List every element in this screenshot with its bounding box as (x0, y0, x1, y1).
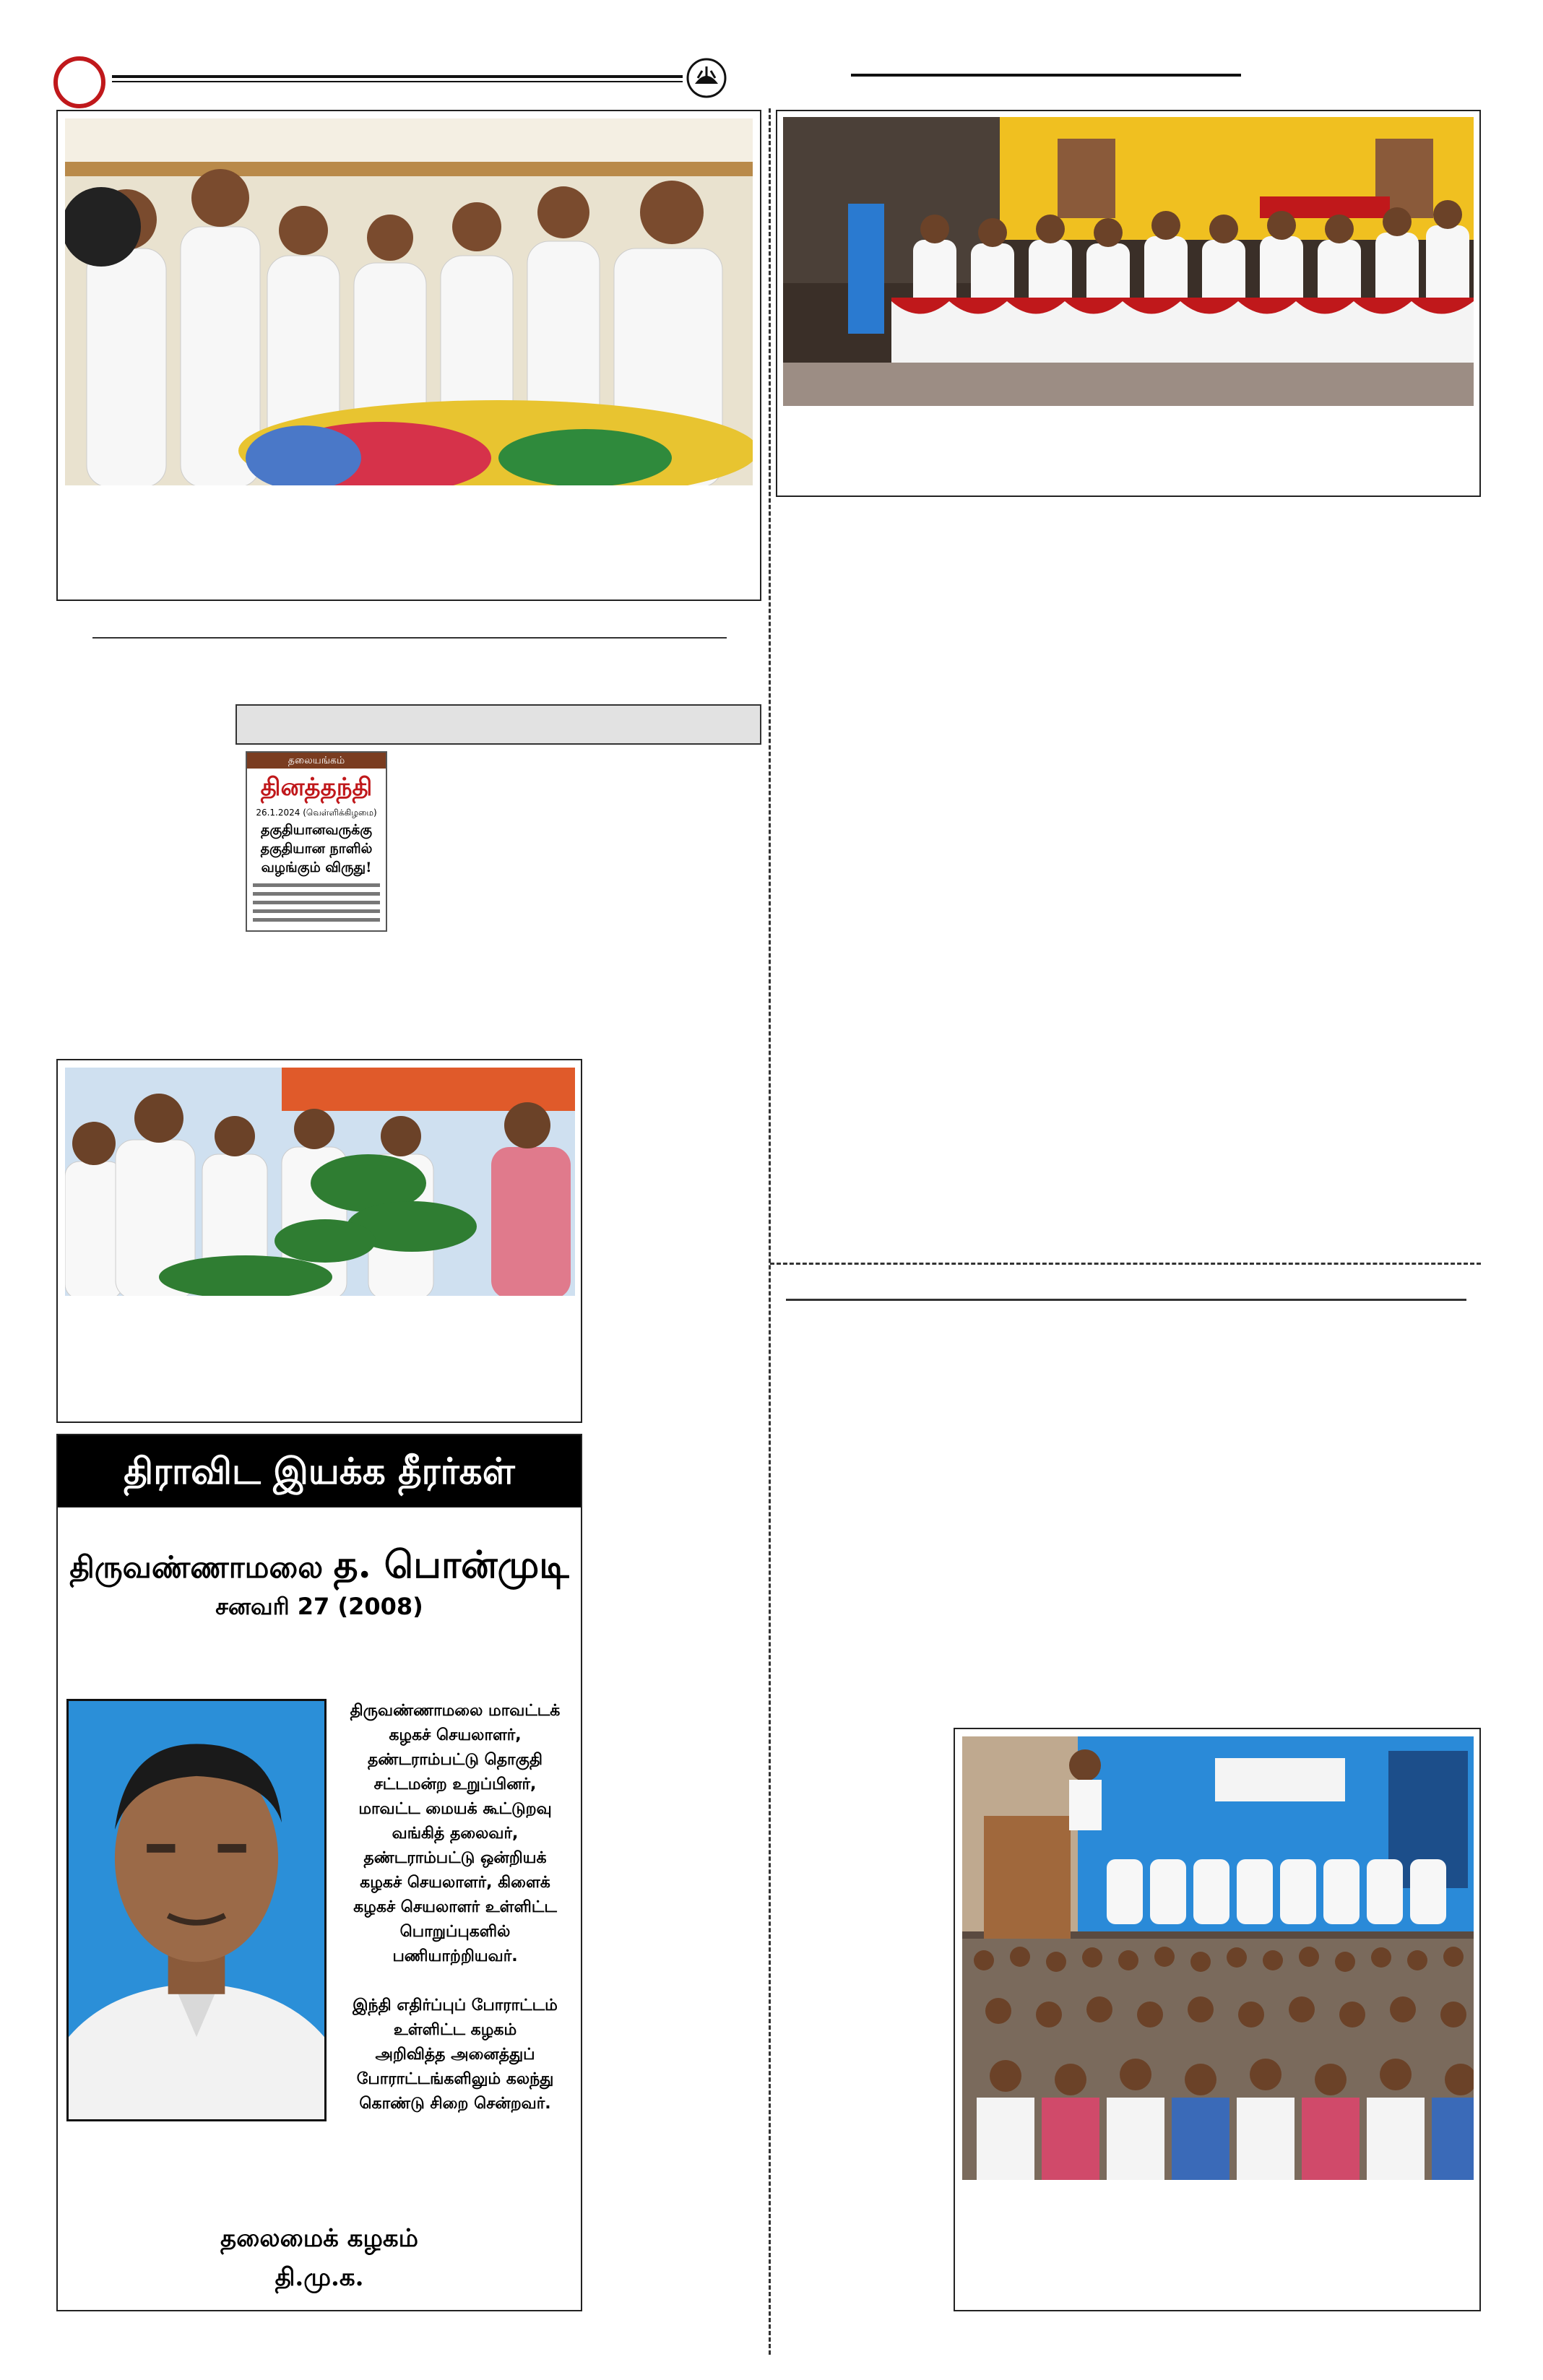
bio-line: பொறுப்புகளில் (399, 1923, 511, 1941)
photo-box-crowd (954, 1728, 1481, 2311)
header-rule-left-2 (112, 81, 683, 82)
header-rule-left (112, 75, 683, 78)
section-rule (92, 637, 727, 639)
section-divider-right (770, 1263, 1481, 1265)
memorial-header: திராவிட இயக்க தீரர்கள் நினைவு நாள் (58, 1435, 581, 1507)
bio-line: கழகச் செயலாளர், கிளைக் (360, 1874, 550, 1892)
bio-line: கழகச் செயலாளர் உள்ளிட்ட (353, 1898, 557, 1916)
clipping-text-line (253, 918, 380, 922)
footer-line-1: தலைமைக் கழகம் (220, 2224, 418, 2253)
clipping-headline: தகுதியானவருக்கு தகுதியான நாளில் வழங்கும் விருது! (260, 822, 373, 875)
crowd-meeting-photo (962, 1736, 1474, 2180)
memorial-portrait (66, 1699, 327, 2121)
memorial-box (56, 1434, 582, 2311)
tree-planting-photo (65, 1068, 575, 1296)
photo-box-tree-planting (56, 1059, 582, 1423)
memorial-name (58, 1544, 581, 1589)
bio-line: மாவட்ட மையக் கூட்டுறவு (358, 1800, 552, 1818)
bio-line: வங்கித் தலைவர், (392, 1825, 519, 1843)
memorial-name-prefix: திருவண்ணாமலை (69, 1549, 324, 1585)
rising-sun-emblem-icon (686, 58, 727, 98)
newspaper-clipping (246, 751, 387, 932)
column-divider (769, 108, 771, 2355)
bio-line: போராட்டங்களிலும் கலந்து (356, 2070, 554, 2088)
photo-box-stage (776, 110, 1481, 497)
header-circle-icon (53, 56, 105, 108)
bio-line: கழகச் செயலாளர், (389, 1726, 522, 1744)
clipping-text-line (253, 883, 380, 887)
bio-line: தண்டராம்பட்டு தொகுதி (368, 1751, 543, 1769)
clipping-text-line (253, 909, 380, 913)
clipping-masthead: தினத்தந்தி (260, 773, 373, 802)
bio-line: தண்டராம்பட்டு ஒன்றியக் (363, 1849, 547, 1867)
memorial-bio (332, 1699, 578, 2116)
clipping-label-band (235, 704, 761, 745)
memorial-name-main: த. பொன்முடி (333, 1543, 569, 1587)
section-rule-right (786, 1299, 1466, 1301)
footer-line-2: தி.மு.க. (275, 2263, 364, 2292)
clipping-date: 26.1.2024 (வெள்ளிக்கிழமை) (256, 808, 377, 818)
clipping-text-line (253, 892, 380, 896)
header-rule-right (851, 74, 1241, 77)
bio-line: உள்ளிட்ட கழகம் (393, 2021, 517, 2039)
clipping-text-line (253, 901, 380, 904)
memorial-footer (58, 2219, 581, 2297)
clipping-category: தலையங்கம் (247, 753, 386, 769)
bio-line: பணியாற்றியவர். (392, 1947, 518, 1965)
photo-box-tribute (56, 110, 761, 601)
stage-meeting-photo (783, 117, 1474, 406)
bio-line: திருவண்ணாமலை மாவட்டக் (350, 1702, 561, 1720)
bio-line: சட்டமன்ற உறுப்பினர், (373, 1775, 537, 1793)
bio-line: கொண்டு சிறை சென்றவர். (359, 2095, 551, 2113)
tribute-photo (65, 118, 753, 485)
bio-line: இந்தி எதிர்ப்புப் போராட்டம் (353, 1996, 558, 2015)
memorial-date: சனவரி 27 (2008) (215, 1593, 423, 1620)
bio-line: அறிவித்த அனைத்துப் (375, 2046, 535, 2064)
